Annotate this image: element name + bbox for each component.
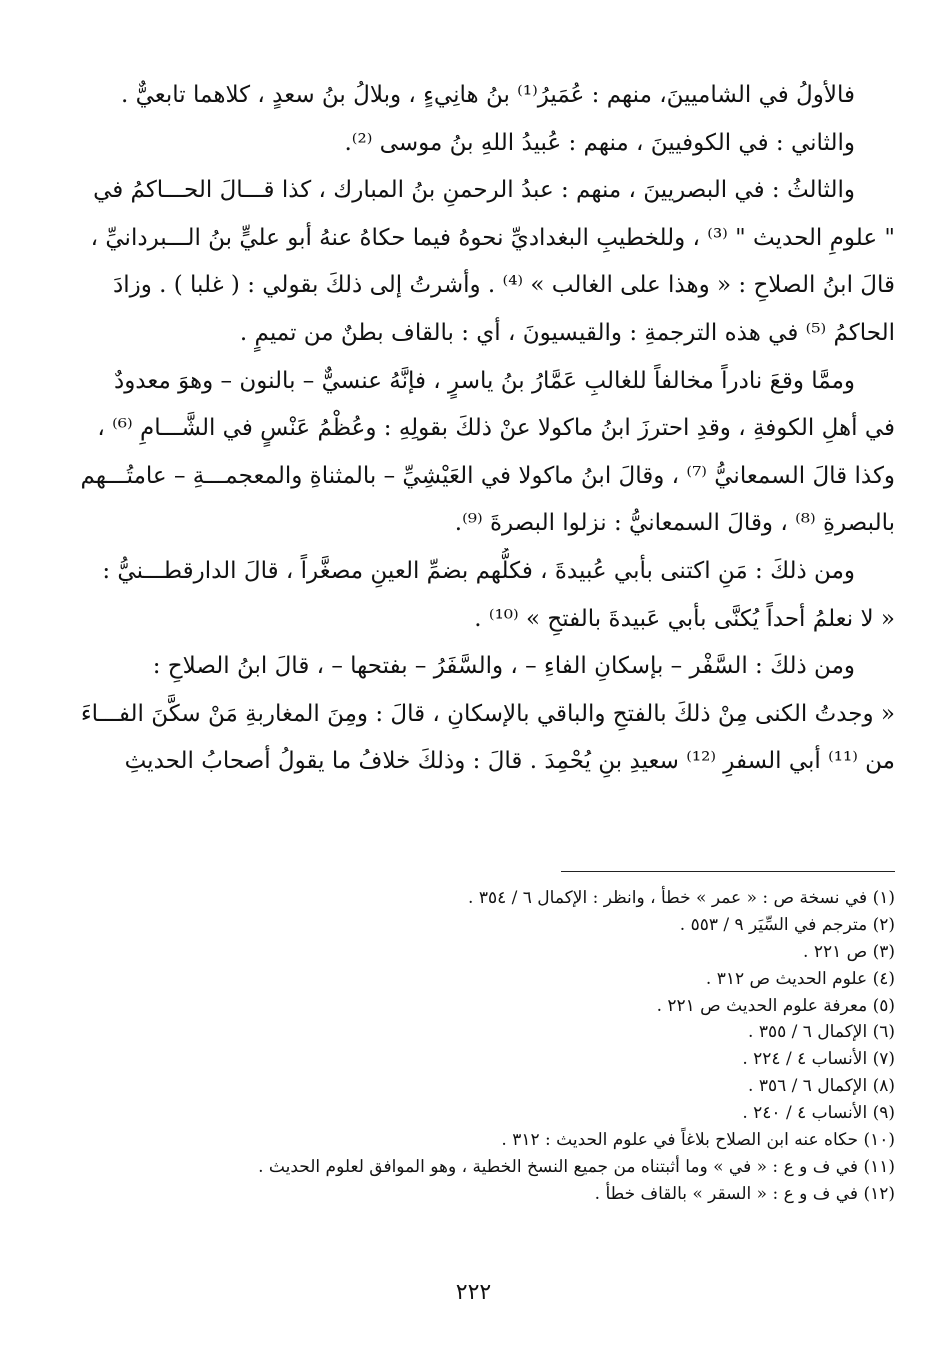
footnote: (٢) مترجم في السِّيَر ٩ / ٥٥٣ . [679, 914, 895, 935]
text-line: وممَّا وقعَ نادراً مخالفاً للغالبِ عَمَّارُ بنُ ياسرٍ ، فإنَّهُ عنسيٌّ – بالنون – وهوَ معدودٌ [113, 367, 855, 394]
footnote: (٤) علوم الحديث ص ٣١٢ . [705, 968, 895, 989]
footnote: (١٢) في ف و ع : « السقر » بالقاف خطأ . [594, 1183, 895, 1204]
text-line: " علومِ الحديث " ⁽³⁾ ، وللخطيبِ البغداديِّ نحوهُ فيما حكاهُ عنهُ أبو عليٍّ بنُ الـــبردانيِّ ، [90, 224, 895, 251]
text-line: « لا نعلمُ أحداً يُكنَّى بأبي عَبيدةَ بالفتحِ » ⁽¹⁰⁾ . [474, 605, 895, 632]
text-line: قالَ ابنُ الصلاحِ : « وهذا على الغالب » ⁽⁴⁾ . وأشرتُ إلى ذلكَ بقولي : ( غلبا ) . وزادَ [112, 272, 895, 299]
main-text-block [51, 72, 895, 786]
text-line: وكذا قالَ السمعانيُّ ⁽⁷⁾ ، وقالَ ابنُ ماكولا في العَيْشِيِّ – بالمثناةِ والمعجمـــةِ – عامتُـــهم [80, 462, 895, 489]
text-line: ومن ذلكَ : مَنِ اكتنى بأبي عُبيدةَ ، فكلُّهم بضمِّ العينِ مصغَّراً ، قالَ الدارقطـــنيُّ : [102, 557, 855, 584]
footnote: (٧) الأنساب ٤ / ٢٢٤ . [742, 1049, 895, 1070]
footnotes-block [51, 885, 895, 1208]
footnote: (١٠) حكاه عنه ابن الصلاح بلاغاً في علوم الحديث : ٣١٢ . [501, 1130, 895, 1151]
footnote: (١) في نسخة ص : « عمر » خطأ ، وانظر : الإكمال ٦ / ٣٥٤ . [468, 888, 895, 908]
text-line: الحاكمُ ⁽⁵⁾ في هذه الترجمةِ : والقيسيونَ ، أي : بالقاف بطنٌ من تميمٍ . [239, 319, 895, 346]
footnote: (٨) الإكمال ٦ / ٣٥٦ . [748, 1076, 895, 1097]
text-line: بالبصرةِ ⁽⁸⁾ ، وقالَ السمعانيُّ : نزلوا البصرةَ ⁽⁹⁾. [454, 510, 895, 537]
page-number: ٢٢٢ [455, 1280, 492, 1305]
footnote: (٣) ص ٢٢١ . [803, 941, 895, 962]
text-line: والثاني : في الكوفيينَ ، منهم : عُبيدُ اللهِ بنُ موسى ⁽²⁾. [344, 129, 855, 156]
text-line: « وجدتُ الكنى مِنْ ذلكَ بالفتحِ والباقي بالإسكانِ ، قالَ : ومِنَ المغاربةِ مَنْ سكَّنَ الفـــاءَ [80, 700, 895, 727]
text-line: فالأولُ في الشاميينَ، منهم : عُمَيرُ⁽¹⁾ بنُ هانِيءٍ ، وبلالُ بنُ سعدٍ ، كلاهما تابعيٌّ . [121, 82, 855, 108]
footnote-separator [561, 871, 895, 872]
footnote: (٥) معرفة علوم الحديث ص ٢٢١ . [656, 995, 895, 1016]
footnote: (٩) الأنساب ٤ / ٢٤٠ . [742, 1103, 895, 1124]
footnote: (٦) الإكمال ٦ / ٣٥٥ . [748, 1022, 895, 1043]
text-line: ومن ذلكَ : السَّفْر – بإسكانِ الفاءِ – ، والسَّفَرُ – بفتحها – ، قالَ ابنُ الصلاحِ : [152, 653, 855, 680]
text-line: في أهلِ الكوفةِ ، وقدِ احترزَ ابنُ ماكولا عنْ ذلكَ بقولِهِ : وعُظْمُ عَنْسٍ في الشَّـــامِ ⁽⁶⁾ ، [97, 415, 895, 442]
footnote: (١١) في ف و ع : « في » وما أثبتناه من جميع النسخ الخطية ، وهو الموافق لعلوم الحديث . [258, 1156, 895, 1177]
text-line: من ⁽¹¹⁾ أبي السفرِ ⁽¹²⁾ سعيدِ بنِ يُحْمِدَ . قالَ : وذلكَ خلافُ ما يقولُ أصحابُ الحديثِ [124, 748, 895, 775]
text-line: والثالثُ : في البصريينَ ، منهم : عبدُ الرحمنِ بنُ المبارك ، كذا قـــالَ الحـــاكمُ في [93, 177, 855, 204]
